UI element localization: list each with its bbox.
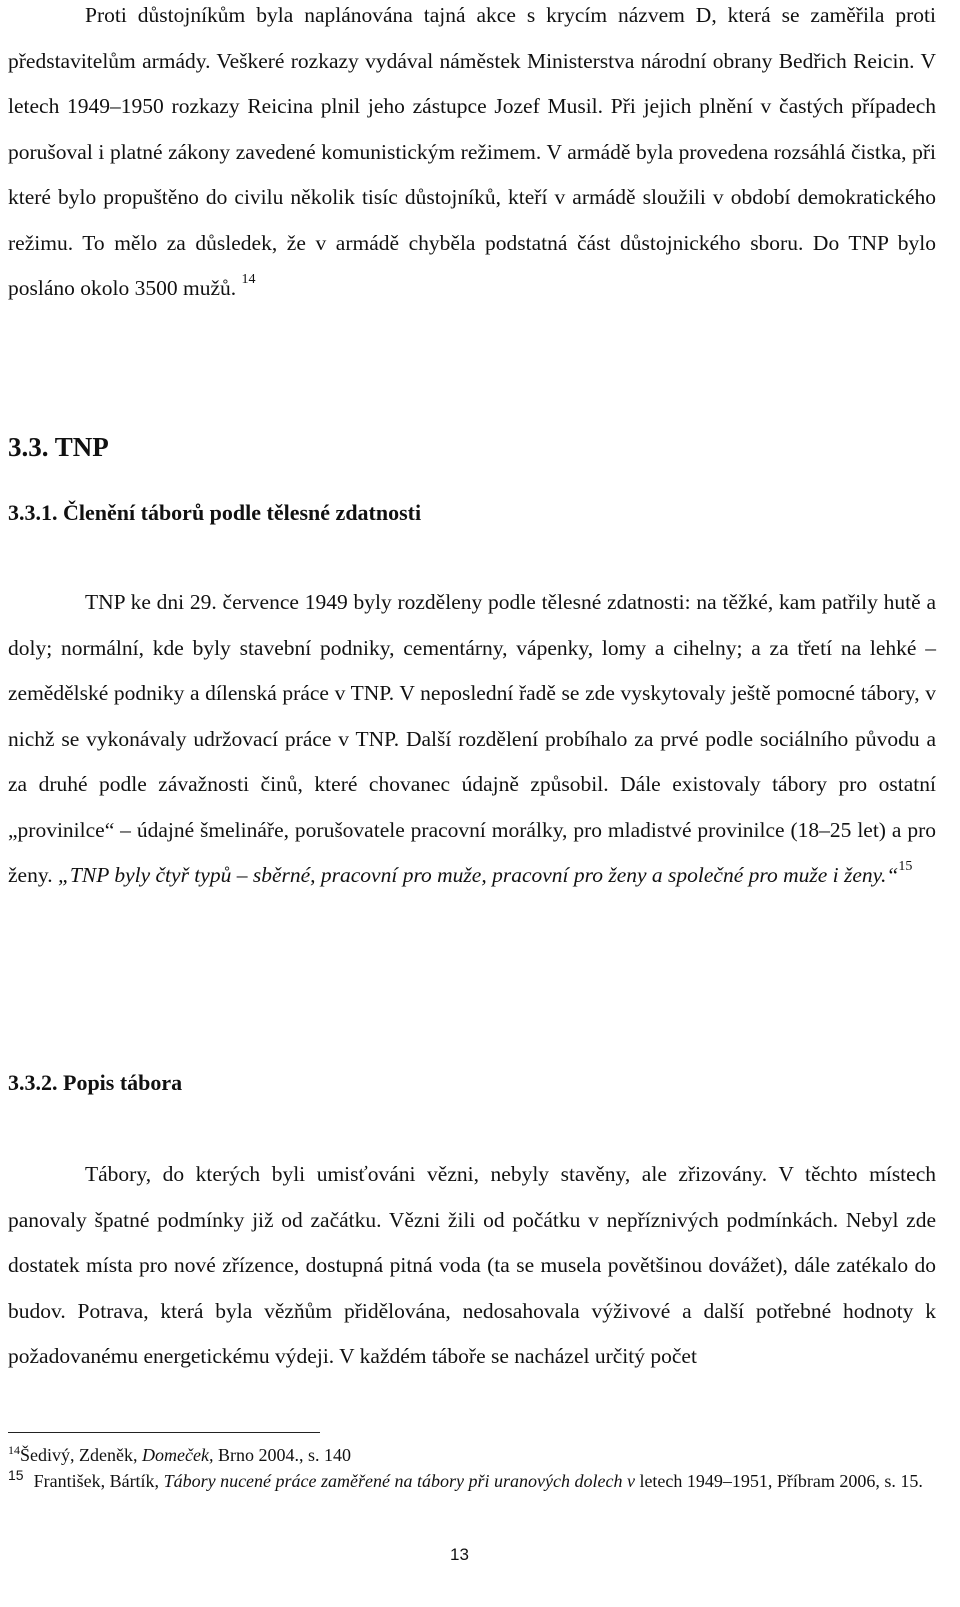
footnote-15-italic: Tábory nucené práce zaměřené na tábory při uranových dolech v xyxy=(163,1471,635,1491)
paragraph-1-text: TNP ke dni 29. července 1949 byly rozděleny podle tělesné zdatnosti: na těžké, kam patřily hutě a doly; normální, kde byly stavební podniky, cementárny, vápenky, lomy a cihelny; a za třetí na lehké – zemědělské podniky a dílenská práce v TNP. V neposlední řadě se zde vyskytovaly ještě pomocné tábory, v nichž se vykonávaly udržovací práce v TNP. Další rozdělení probíhalo za prvé podle sociálního původu a za druhé podle závažnosti činů, které chovanec údajně způsobil. Dále existovaly tábory pro ostatní „provinilce“ – údajné šmelináře, porušovatele pracovní morálky, pro mladistvé provinilce (18–25 let) a pro ženy. xyxy=(8,590,936,887)
paragraph-1-quote: „TNP byly čtyř typů – sběrné, pracovní pro muže, pracovní pro ženy a společné pro muže i ženy.“ xyxy=(57,863,899,887)
footnote-15 xyxy=(8,1468,936,1494)
subsection-heading-1 xyxy=(8,500,421,526)
footnote-14-number: 14 xyxy=(8,1443,20,1457)
paragraph-1 xyxy=(8,580,936,899)
subsection-2-number: 3.3.2. xyxy=(8,1070,58,1095)
paragraph-2-text: Tábory, do kterých byli umisťováni vězni, nebyly stavěny, ale zřizovány. V těchto místech panovaly špatné podmínky již od začátku. Vězni žili od počátku v nepříznivých podmínkách. Nebyl zde dostatek místa pro nové zřízence, dostupná pitná voda (ta se musela povětšinou dovážet), dále zatékalo do budov. Potrava, která byla vězňům přidělována, nedosahovala výživové a další potřebné hodnoty k požadovanému energetickému výdeji. V každém táboře se nacházel určitý počet xyxy=(8,1162,936,1368)
footnote-14-italic: Domeček, xyxy=(141,1445,214,1465)
footnote-14 xyxy=(8,1442,936,1468)
footnote-ref-15[interactable]: 15 xyxy=(898,858,913,874)
subsection-2-title: Popis tábora xyxy=(63,1070,183,1095)
footnote-15-number: 15 xyxy=(8,1467,24,1483)
paragraph-top-text: Proti důstojníkům byla naplánována tajná akce s krycím názvem D, která se zaměřila proti představitelům armády. Veškeré rozkazy vydával náměstek Ministerstva národní obrany Bedřich Reicin. V letech 1949–1950 rozkazy Reicina plnil jeho zástupce Jozef Musil. Při jejich plnění v častých případech porušoval i platné zákony zavedené komunistickým režimem. V armádě byla provedena rozsáhlá čistka, při které bylo propuštěno do civilu několik tisíc důstojníků, kteří v armádě sloužili v období demokratického režimu. To mělo za důsledek, že v armádě chyběla podstatná část důstojnického sboru. Do TNP bylo posláno okolo 3500 mužů. xyxy=(8,3,936,300)
section-number: 3.3. xyxy=(8,432,49,462)
subsection-1-title: Členění táborů podle tělesné zdatnosti xyxy=(63,500,422,525)
footnote-separator xyxy=(8,1432,320,1433)
page-number: 13 xyxy=(450,1545,469,1564)
footnote-15-post: letech 1949–1951, Příbram 2006, s. 15. xyxy=(634,1471,923,1491)
section-heading xyxy=(8,432,109,463)
paragraph-2 xyxy=(8,1152,936,1380)
footnote-14-pre: Šedivý, Zdeněk, xyxy=(20,1445,142,1465)
paragraph-top xyxy=(8,0,936,312)
footnote-15-pre: František, Bártík, xyxy=(33,1471,164,1491)
footnote-ref-14[interactable]: 14 xyxy=(241,271,256,287)
subsection-1-number: 3.3.1. xyxy=(8,500,58,525)
footnote-14-post: Brno 2004., s. 140 xyxy=(213,1445,351,1465)
section-title: TNP xyxy=(54,432,109,462)
subsection-heading-2 xyxy=(8,1070,182,1096)
